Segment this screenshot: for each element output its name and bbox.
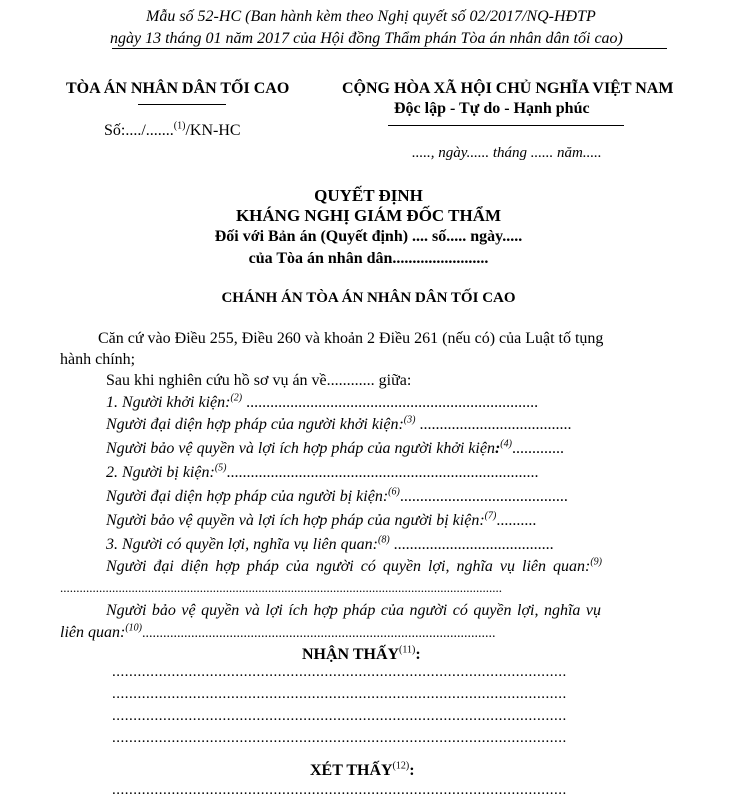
- form-note-underline: [112, 48, 667, 49]
- title-court-ref: của Tòa án nhân dân........................: [248, 250, 489, 267]
- plaintiff-line: [106, 394, 538, 412]
- legal-basis-line-1: Căn cứ vào Điều 255, Điều 260 và khoản 2 Điều 261 (nếu có) của Luật tố tụng: [98, 330, 604, 347]
- related-party-representative-label: Người đại diện hợp pháp của người có quyền lợi, nghĩa vụ liên quan:: [106, 558, 591, 575]
- findings-heading: [302, 646, 421, 664]
- footnote-ref-3: (3): [403, 414, 416, 426]
- defendant-defender-dots: ..........: [496, 512, 537, 529]
- defendant-representative-label: Người đại diện hợp pháp của người bị kiện:: [106, 488, 389, 505]
- footnote-ref-7: (7): [484, 510, 497, 522]
- related-party-defender-line-2: [60, 624, 496, 642]
- plaintiff-label: 1. Người khởi kiện:: [106, 394, 231, 411]
- footnote-ref-10: (10): [125, 622, 142, 634]
- related-party-representative-line: [106, 558, 672, 576]
- defendant-defender-label: Người bảo vệ quyền và lợi ích hợp pháp của người bị kiện:: [106, 512, 485, 529]
- findings-line-2: ...........................................................................................................: [112, 686, 567, 702]
- findings-line-1: ...........................................................................................................: [112, 664, 567, 680]
- form-note-line-2: ngày 13 tháng 01 năm 2017 của Hội đồng Thẩm phán Tòa án nhân dân tối cao): [110, 30, 623, 47]
- findings-heading-colon: :: [415, 646, 421, 663]
- plaintiff-dots: .........................................................................: [242, 394, 539, 411]
- issuer-title: CHÁNH ÁN TÒA ÁN NHÂN DÂN TỐI CAO: [221, 290, 516, 306]
- document-number-prefix: Số:..../.......: [104, 122, 174, 139]
- national-motto: Độc lập - Tự do - Hạnh phúc: [394, 100, 590, 117]
- related-party-line: [106, 536, 554, 554]
- motto-underline: [388, 125, 624, 126]
- defendant-dots: ..............................................................................: [226, 464, 539, 481]
- findings-line-3: ...........................................................................................................: [112, 708, 567, 724]
- considerations-heading-text: XÉT THẤY: [310, 762, 393, 779]
- defendant-label: 2. Người bị kiện:: [106, 464, 215, 481]
- defendant-line: [106, 464, 538, 482]
- nation-name: CỘNG HÒA XÃ HỘI CHỦ NGHĨA VIỆT NAM: [342, 80, 674, 97]
- plaintiff-defender-line: [106, 440, 564, 458]
- findings-line-4: ...........................................................................................................: [112, 730, 567, 746]
- court-name: TÒA ÁN NHÂN DÂN TỐI CAO: [66, 80, 290, 97]
- related-party-label: 3. Người có quyền lợi, nghĩa vụ liên quan:: [106, 536, 378, 553]
- considerations-heading-colon: :: [409, 762, 415, 779]
- document-number: [104, 122, 241, 140]
- plaintiff-representative-line: [106, 416, 571, 434]
- court-name-underline: [138, 104, 226, 105]
- related-party-defender-dots: .....................................................................................................: [142, 626, 496, 641]
- plaintiff-defender-label: Người bảo vệ quyền và lợi ích hợp pháp của người khởi kiện: [106, 440, 495, 457]
- study-line: Sau khi nghiên cứu hồ sơ vụ án về............ giữa:: [106, 372, 412, 389]
- footnote-ref-11: (11): [399, 644, 416, 656]
- defendant-representative-line: [106, 488, 568, 506]
- related-party-representative-dots: ........................................................................................................................................: [60, 580, 502, 595]
- plaintiff-representative-label: Người đại diện hợp pháp của người khởi kiện:: [106, 416, 404, 433]
- title-decision: QUYẾT ĐỊNH: [314, 186, 423, 205]
- footnote-ref-2: (2): [230, 392, 243, 404]
- plaintiff-defender-colon: :: [494, 440, 501, 457]
- findings-heading-text: NHẬN THẤY: [302, 646, 400, 663]
- related-party-defender-label-2: liên quan:: [60, 624, 126, 641]
- considerations-heading: [310, 762, 415, 780]
- footnote-ref-8: (8): [377, 534, 390, 546]
- defendant-defender-line: [106, 512, 536, 530]
- footnote-ref-5: (5): [214, 462, 227, 474]
- footnote-ref-4: (4): [500, 438, 512, 450]
- related-party-defender-line-1: Người bảo vệ quyền và lợi ích hợp pháp của người có quyền lợi, nghĩa vụ: [106, 602, 601, 619]
- legal-basis-line-2: hành chính;: [60, 351, 136, 368]
- footnote-ref-6: (6): [388, 486, 400, 498]
- document-number-suffix: /KN-HC: [185, 122, 241, 139]
- considerations-line-1: ...........................................................................................................: [112, 782, 567, 798]
- title-protest: KHÁNG NGHỊ GIÁM ĐỐC THẨM: [235, 206, 502, 225]
- footnote-ref-9: (9): [590, 556, 602, 568]
- plaintiff-representative-dots: ......................................: [415, 416, 572, 433]
- defendant-representative-dots: ..........................................: [399, 488, 568, 505]
- title-judgment-ref: Đối với Bản án (Quyết định) .... số..... ngày.....: [214, 228, 523, 245]
- form-note-line-1: Mẫu số 52-HC (Ban hành kèm theo Nghị quyết số 02/2017/NQ-HĐTP: [146, 8, 596, 25]
- footnote-ref-12: (12): [392, 760, 410, 772]
- date-line: ....., ngày...... tháng ...... năm.....: [412, 145, 602, 161]
- related-party-dots: ........................................: [389, 536, 554, 553]
- plaintiff-defender-dots: .............: [511, 440, 564, 457]
- footnote-ref-1: (1): [173, 120, 186, 132]
